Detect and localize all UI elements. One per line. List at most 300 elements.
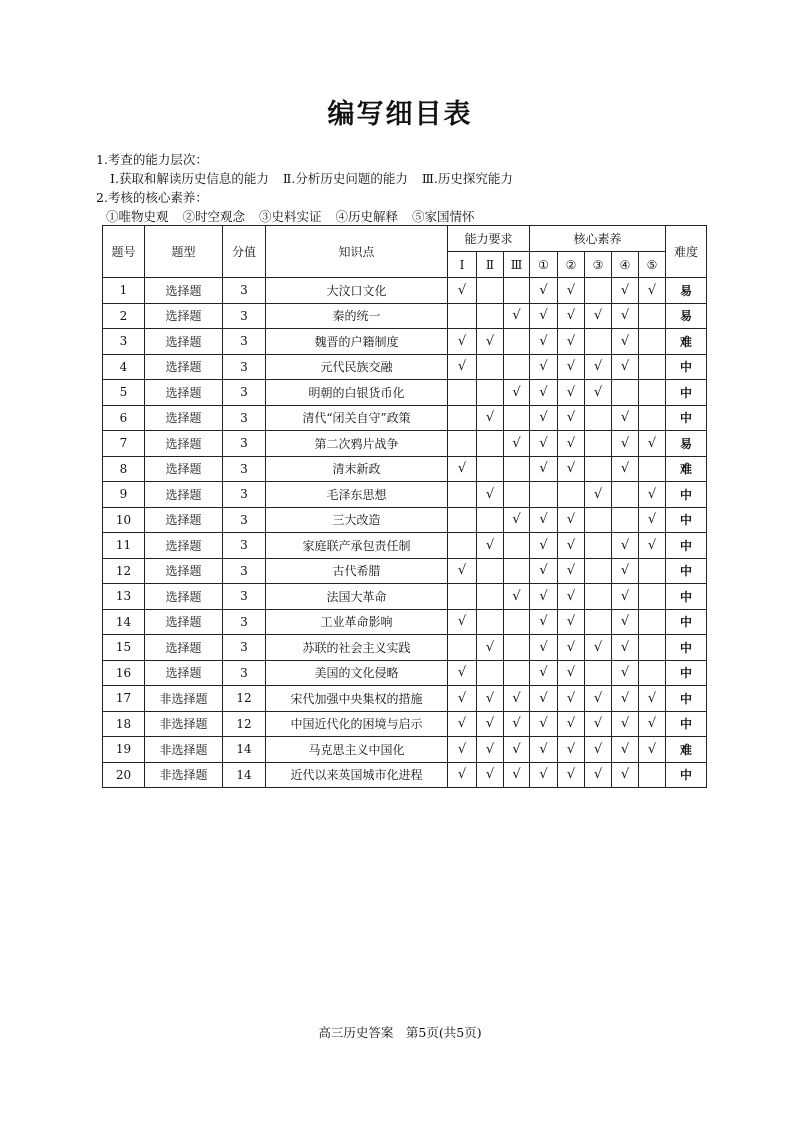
header-difficulty: 难度 [666, 226, 707, 278]
cell-difficulty: 中 [666, 558, 707, 584]
cell-literacy-1: √ [530, 558, 558, 584]
cell-topic: 美国的文化侵略 [266, 660, 448, 686]
cell-literacy-4: √ [612, 303, 639, 329]
cell-literacy-3: √ [585, 303, 612, 329]
cell-number: 4 [103, 354, 145, 380]
header-ability-2: Ⅱ [477, 252, 504, 278]
cell-literacy-2: √ [558, 635, 585, 661]
cell-score: 3 [223, 329, 266, 355]
cell-score: 3 [223, 558, 266, 584]
cell-difficulty: 易 [666, 303, 707, 329]
cell-ability-3 [504, 405, 530, 431]
cell-ability-3 [504, 609, 530, 635]
cell-literacy-4: √ [612, 456, 639, 482]
cell-literacy-5: √ [639, 686, 666, 712]
cell-ability-1: √ [448, 660, 477, 686]
cell-type: 选择题 [145, 482, 223, 508]
cell-topic: 近代以来英国城市化进程 [266, 762, 448, 788]
cell-type: 选择题 [145, 354, 223, 380]
cell-score: 3 [223, 354, 266, 380]
cell-ability-3 [504, 456, 530, 482]
cell-ability-1 [448, 380, 477, 406]
cell-literacy-1: √ [530, 354, 558, 380]
table-row [103, 711, 707, 737]
table-row [103, 303, 707, 329]
cell-topic: 法国大革命 [266, 584, 448, 610]
cell-ability-2: √ [477, 482, 504, 508]
cell-type: 非选择题 [145, 686, 223, 712]
cell-literacy-1: √ [530, 686, 558, 712]
table-row [103, 278, 707, 304]
cell-difficulty: 中 [666, 380, 707, 406]
cell-ability-2 [477, 609, 504, 635]
specification-table [102, 225, 707, 788]
cell-topic: 秦的统一 [266, 303, 448, 329]
cell-literacy-5 [639, 660, 666, 686]
header-literacy-4: ④ [612, 252, 639, 278]
cell-topic: 家庭联产承包责任制 [266, 533, 448, 559]
header-ability-3: Ⅲ [504, 252, 530, 278]
cell-ability-2 [477, 584, 504, 610]
cell-score: 12 [223, 711, 266, 737]
cell-ability-1 [448, 431, 477, 457]
cell-type: 非选择题 [145, 711, 223, 737]
cell-literacy-4 [612, 482, 639, 508]
cell-difficulty: 易 [666, 278, 707, 304]
cell-ability-3: √ [504, 431, 530, 457]
cell-score: 3 [223, 380, 266, 406]
cell-ability-3 [504, 660, 530, 686]
cell-literacy-1: √ [530, 609, 558, 635]
cell-score: 14 [223, 762, 266, 788]
cell-literacy-5 [639, 303, 666, 329]
cell-literacy-5: √ [639, 482, 666, 508]
cell-ability-3 [504, 278, 530, 304]
cell-type: 选择题 [145, 635, 223, 661]
header-type: 题型 [145, 226, 223, 278]
cell-literacy-1: √ [530, 762, 558, 788]
cell-score: 3 [223, 482, 266, 508]
cell-score: 14 [223, 737, 266, 763]
cell-ability-1 [448, 584, 477, 610]
cell-literacy-1: √ [530, 405, 558, 431]
ability-1: Ⅰ.获取和解读历史信息的能力 [110, 171, 269, 186]
cell-number: 20 [103, 762, 145, 788]
cell-literacy-4 [612, 507, 639, 533]
cell-literacy-5: √ [639, 737, 666, 763]
header-literacy-group: 核心素养 [530, 226, 666, 252]
cell-difficulty: 中 [666, 762, 707, 788]
header-literacy-1: ① [530, 252, 558, 278]
cell-literacy-3: √ [585, 354, 612, 380]
header-literacy-3: ③ [585, 252, 612, 278]
cell-ability-2 [477, 558, 504, 584]
cell-literacy-2: √ [558, 303, 585, 329]
cell-number: 2 [103, 303, 145, 329]
cell-ability-3: √ [504, 686, 530, 712]
cell-topic: 第二次鸦片战争 [266, 431, 448, 457]
cell-ability-1 [448, 303, 477, 329]
cell-literacy-2: √ [558, 558, 585, 584]
cell-topic: 马克思主义中国化 [266, 737, 448, 763]
cell-number: 9 [103, 482, 145, 508]
cell-literacy-3 [585, 405, 612, 431]
cell-literacy-4: √ [612, 660, 639, 686]
cell-literacy-5 [639, 558, 666, 584]
cell-difficulty: 难 [666, 737, 707, 763]
cell-literacy-3: √ [585, 635, 612, 661]
cell-literacy-2: √ [558, 354, 585, 380]
page-footer: 高三历史答案 第5页(共5页) [318, 1025, 482, 1040]
cell-literacy-4: √ [612, 431, 639, 457]
cell-literacy-2: √ [558, 584, 585, 610]
page-title: 编写细目表 [327, 99, 473, 130]
cell-topic: 清末新政 [266, 456, 448, 482]
cell-number: 1 [103, 278, 145, 304]
cell-literacy-3: √ [585, 482, 612, 508]
cell-literacy-4: √ [612, 405, 639, 431]
cell-type: 非选择题 [145, 737, 223, 763]
cell-literacy-5 [639, 456, 666, 482]
cell-type: 选择题 [145, 584, 223, 610]
cell-literacy-1: √ [530, 380, 558, 406]
cell-type: 选择题 [145, 303, 223, 329]
cell-literacy-1: √ [530, 303, 558, 329]
cell-literacy-5 [639, 354, 666, 380]
cell-ability-3: √ [504, 584, 530, 610]
cell-topic: 三大改造 [266, 507, 448, 533]
cell-difficulty: 中 [666, 584, 707, 610]
cell-type: 选择题 [145, 278, 223, 304]
table-body [103, 278, 707, 788]
cell-literacy-3 [585, 507, 612, 533]
cell-literacy-2: √ [558, 456, 585, 482]
cell-literacy-1: √ [530, 456, 558, 482]
cell-literacy-5 [639, 380, 666, 406]
cell-ability-3 [504, 482, 530, 508]
cell-literacy-4: √ [612, 354, 639, 380]
cell-ability-2: √ [477, 329, 504, 355]
cell-literacy-4: √ [612, 558, 639, 584]
cell-literacy-5 [639, 762, 666, 788]
table-row [103, 686, 707, 712]
cell-number: 10 [103, 507, 145, 533]
cell-topic: 清代“闭关自守”政策 [266, 405, 448, 431]
cell-literacy-1 [530, 482, 558, 508]
cell-number: 8 [103, 456, 145, 482]
cell-ability-1 [448, 533, 477, 559]
header-score: 分值 [223, 226, 266, 278]
ability-2: Ⅱ.分析历史问题的能力 [282, 171, 408, 186]
cell-score: 3 [223, 533, 266, 559]
cell-number: 5 [103, 380, 145, 406]
cell-type: 选择题 [145, 456, 223, 482]
cell-ability-3: √ [504, 737, 530, 763]
table-row [103, 482, 707, 508]
cell-difficulty: 易 [666, 431, 707, 457]
literacy-1: ①唯物史观 [106, 209, 169, 224]
cell-topic: 中国近代化的困境与启示 [266, 711, 448, 737]
cell-number: 19 [103, 737, 145, 763]
cell-score: 3 [223, 405, 266, 431]
table-row [103, 456, 707, 482]
cell-topic: 苏联的社会主义实践 [266, 635, 448, 661]
cell-literacy-5 [639, 609, 666, 635]
cell-topic: 大汶口文化 [266, 278, 448, 304]
cell-difficulty: 中 [666, 482, 707, 508]
cell-ability-2 [477, 354, 504, 380]
cell-topic: 宋代加强中央集权的措施 [266, 686, 448, 712]
ability-heading: 1.考查的能力层次： [96, 152, 208, 167]
cell-literacy-1: √ [530, 635, 558, 661]
cell-literacy-4: √ [612, 711, 639, 737]
table-row [103, 431, 707, 457]
cell-literacy-5: √ [639, 507, 666, 533]
cell-literacy-3 [585, 431, 612, 457]
cell-literacy-2: √ [558, 329, 585, 355]
cell-ability-3: √ [504, 380, 530, 406]
cell-literacy-5: √ [639, 711, 666, 737]
cell-literacy-3 [585, 660, 612, 686]
cell-literacy-2: √ [558, 278, 585, 304]
cell-literacy-5 [639, 635, 666, 661]
cell-literacy-1: √ [530, 329, 558, 355]
cell-score: 3 [223, 584, 266, 610]
cell-ability-2: √ [477, 686, 504, 712]
header-ability-1: Ⅰ [448, 252, 477, 278]
cell-difficulty: 中 [666, 405, 707, 431]
cell-type: 选择题 [145, 405, 223, 431]
cell-ability-1: √ [448, 762, 477, 788]
notes-section [96, 150, 513, 226]
cell-literacy-4: √ [612, 635, 639, 661]
cell-ability-1 [448, 507, 477, 533]
cell-ability-1: √ [448, 711, 477, 737]
literacy-5: ⑤家国情怀 [412, 209, 475, 224]
cell-literacy-4: √ [612, 609, 639, 635]
cell-literacy-3 [585, 533, 612, 559]
cell-ability-3 [504, 558, 530, 584]
cell-literacy-2: √ [558, 660, 585, 686]
cell-type: 选择题 [145, 558, 223, 584]
cell-ability-3: √ [504, 711, 530, 737]
cell-literacy-5: √ [639, 533, 666, 559]
cell-literacy-1: √ [530, 737, 558, 763]
cell-ability-2 [477, 278, 504, 304]
cell-ability-2 [477, 303, 504, 329]
cell-literacy-1: √ [530, 711, 558, 737]
cell-literacy-2: √ [558, 507, 585, 533]
table-row [103, 737, 707, 763]
cell-ability-1: √ [448, 609, 477, 635]
cell-type: 非选择题 [145, 762, 223, 788]
table-row [103, 558, 707, 584]
cell-ability-2 [477, 507, 504, 533]
cell-score: 3 [223, 278, 266, 304]
cell-literacy-4 [612, 380, 639, 406]
header-knowledge: 知识点 [266, 226, 448, 278]
table-row [103, 762, 707, 788]
cell-number: 6 [103, 405, 145, 431]
cell-literacy-1: √ [530, 431, 558, 457]
cell-literacy-5 [639, 405, 666, 431]
cell-ability-1: √ [448, 329, 477, 355]
cell-number: 12 [103, 558, 145, 584]
literacy-3: ③史料实证 [259, 209, 322, 224]
cell-ability-2: √ [477, 737, 504, 763]
cell-ability-2: √ [477, 762, 504, 788]
table-row [103, 329, 707, 355]
cell-ability-1: √ [448, 558, 477, 584]
cell-literacy-1: √ [530, 507, 558, 533]
cell-literacy-2: √ [558, 609, 585, 635]
cell-number: 18 [103, 711, 145, 737]
cell-difficulty: 中 [666, 533, 707, 559]
table-row [103, 380, 707, 406]
cell-score: 3 [223, 609, 266, 635]
cell-difficulty: 难 [666, 329, 707, 355]
cell-difficulty: 难 [666, 456, 707, 482]
cell-ability-1: √ [448, 278, 477, 304]
cell-ability-2: √ [477, 635, 504, 661]
cell-literacy-1: √ [530, 584, 558, 610]
cell-ability-2 [477, 431, 504, 457]
ability-list [96, 169, 513, 188]
cell-type: 选择题 [145, 533, 223, 559]
cell-literacy-5: √ [639, 431, 666, 457]
cell-type: 选择题 [145, 609, 223, 635]
cell-score: 3 [223, 660, 266, 686]
table-row [103, 507, 707, 533]
cell-ability-1: √ [448, 456, 477, 482]
cell-type: 选择题 [145, 507, 223, 533]
cell-score: 12 [223, 686, 266, 712]
cell-literacy-3 [585, 558, 612, 584]
header-number: 题号 [103, 226, 145, 278]
cell-ability-2 [477, 456, 504, 482]
cell-literacy-1: √ [530, 660, 558, 686]
cell-ability-2 [477, 660, 504, 686]
cell-topic: 工业革命影响 [266, 609, 448, 635]
cell-difficulty: 中 [666, 609, 707, 635]
cell-ability-3 [504, 329, 530, 355]
cell-type: 选择题 [145, 431, 223, 457]
cell-ability-2: √ [477, 405, 504, 431]
cell-literacy-3 [585, 584, 612, 610]
table-row [103, 635, 707, 661]
header-literacy-5: ⑤ [639, 252, 666, 278]
cell-number: 17 [103, 686, 145, 712]
cell-number: 11 [103, 533, 145, 559]
cell-type: 选择题 [145, 380, 223, 406]
cell-literacy-4: √ [612, 686, 639, 712]
cell-topic: 魏晋的户籍制度 [266, 329, 448, 355]
cell-score: 3 [223, 456, 266, 482]
cell-ability-3 [504, 635, 530, 661]
cell-literacy-4: √ [612, 278, 639, 304]
cell-number: 14 [103, 609, 145, 635]
cell-ability-3 [504, 354, 530, 380]
cell-ability-1: √ [448, 686, 477, 712]
table-row [103, 533, 707, 559]
header-literacy-2: ② [558, 252, 585, 278]
cell-ability-3: √ [504, 303, 530, 329]
cell-literacy-5 [639, 584, 666, 610]
cell-score: 3 [223, 507, 266, 533]
cell-literacy-2: √ [558, 431, 585, 457]
cell-number: 15 [103, 635, 145, 661]
literacy-list [96, 207, 513, 226]
cell-literacy-2: √ [558, 686, 585, 712]
cell-literacy-2: √ [558, 405, 585, 431]
cell-ability-3: √ [504, 762, 530, 788]
cell-topic: 毛泽东思想 [266, 482, 448, 508]
cell-ability-2: √ [477, 711, 504, 737]
cell-literacy-5: √ [639, 278, 666, 304]
cell-ability-1 [448, 405, 477, 431]
cell-literacy-4: √ [612, 329, 639, 355]
cell-score: 3 [223, 303, 266, 329]
cell-ability-2: √ [477, 533, 504, 559]
cell-number: 7 [103, 431, 145, 457]
cell-ability-3: √ [504, 507, 530, 533]
cell-literacy-4: √ [612, 533, 639, 559]
cell-ability-2 [477, 380, 504, 406]
cell-literacy-5 [639, 329, 666, 355]
cell-difficulty: 中 [666, 635, 707, 661]
literacy-4: ④历史解释 [335, 209, 399, 224]
cell-literacy-3: √ [585, 711, 612, 737]
cell-difficulty: 中 [666, 711, 707, 737]
cell-literacy-1: √ [530, 278, 558, 304]
cell-type: 选择题 [145, 329, 223, 355]
cell-difficulty: 中 [666, 354, 707, 380]
cell-number: 13 [103, 584, 145, 610]
cell-ability-1 [448, 482, 477, 508]
cell-literacy-2: √ [558, 737, 585, 763]
cell-literacy-2: √ [558, 533, 585, 559]
cell-literacy-3 [585, 609, 612, 635]
cell-literacy-3: √ [585, 762, 612, 788]
cell-literacy-3: √ [585, 380, 612, 406]
cell-difficulty: 中 [666, 507, 707, 533]
cell-literacy-2: √ [558, 380, 585, 406]
cell-literacy-4: √ [612, 737, 639, 763]
cell-difficulty: 中 [666, 686, 707, 712]
table-row [103, 609, 707, 635]
cell-topic: 明朝的白银货币化 [266, 380, 448, 406]
table-row [103, 584, 707, 610]
cell-literacy-2: √ [558, 711, 585, 737]
cell-ability-1 [448, 635, 477, 661]
cell-score: 3 [223, 431, 266, 457]
cell-type: 选择题 [145, 660, 223, 686]
table-row [103, 660, 707, 686]
cell-ability-1: √ [448, 737, 477, 763]
cell-literacy-3 [585, 329, 612, 355]
cell-literacy-3: √ [585, 737, 612, 763]
table-row [103, 354, 707, 380]
cell-number: 16 [103, 660, 145, 686]
cell-literacy-2: √ [558, 762, 585, 788]
cell-topic: 元代民族交融 [266, 354, 448, 380]
literacy-2: ②时空观念 [182, 209, 246, 224]
ability-3: Ⅲ.历史探究能力 [421, 171, 513, 186]
cell-literacy-4: √ [612, 762, 639, 788]
cell-literacy-3 [585, 278, 612, 304]
cell-topic: 古代希腊 [266, 558, 448, 584]
literacy-heading: 2.考核的核心素养： [96, 190, 208, 205]
